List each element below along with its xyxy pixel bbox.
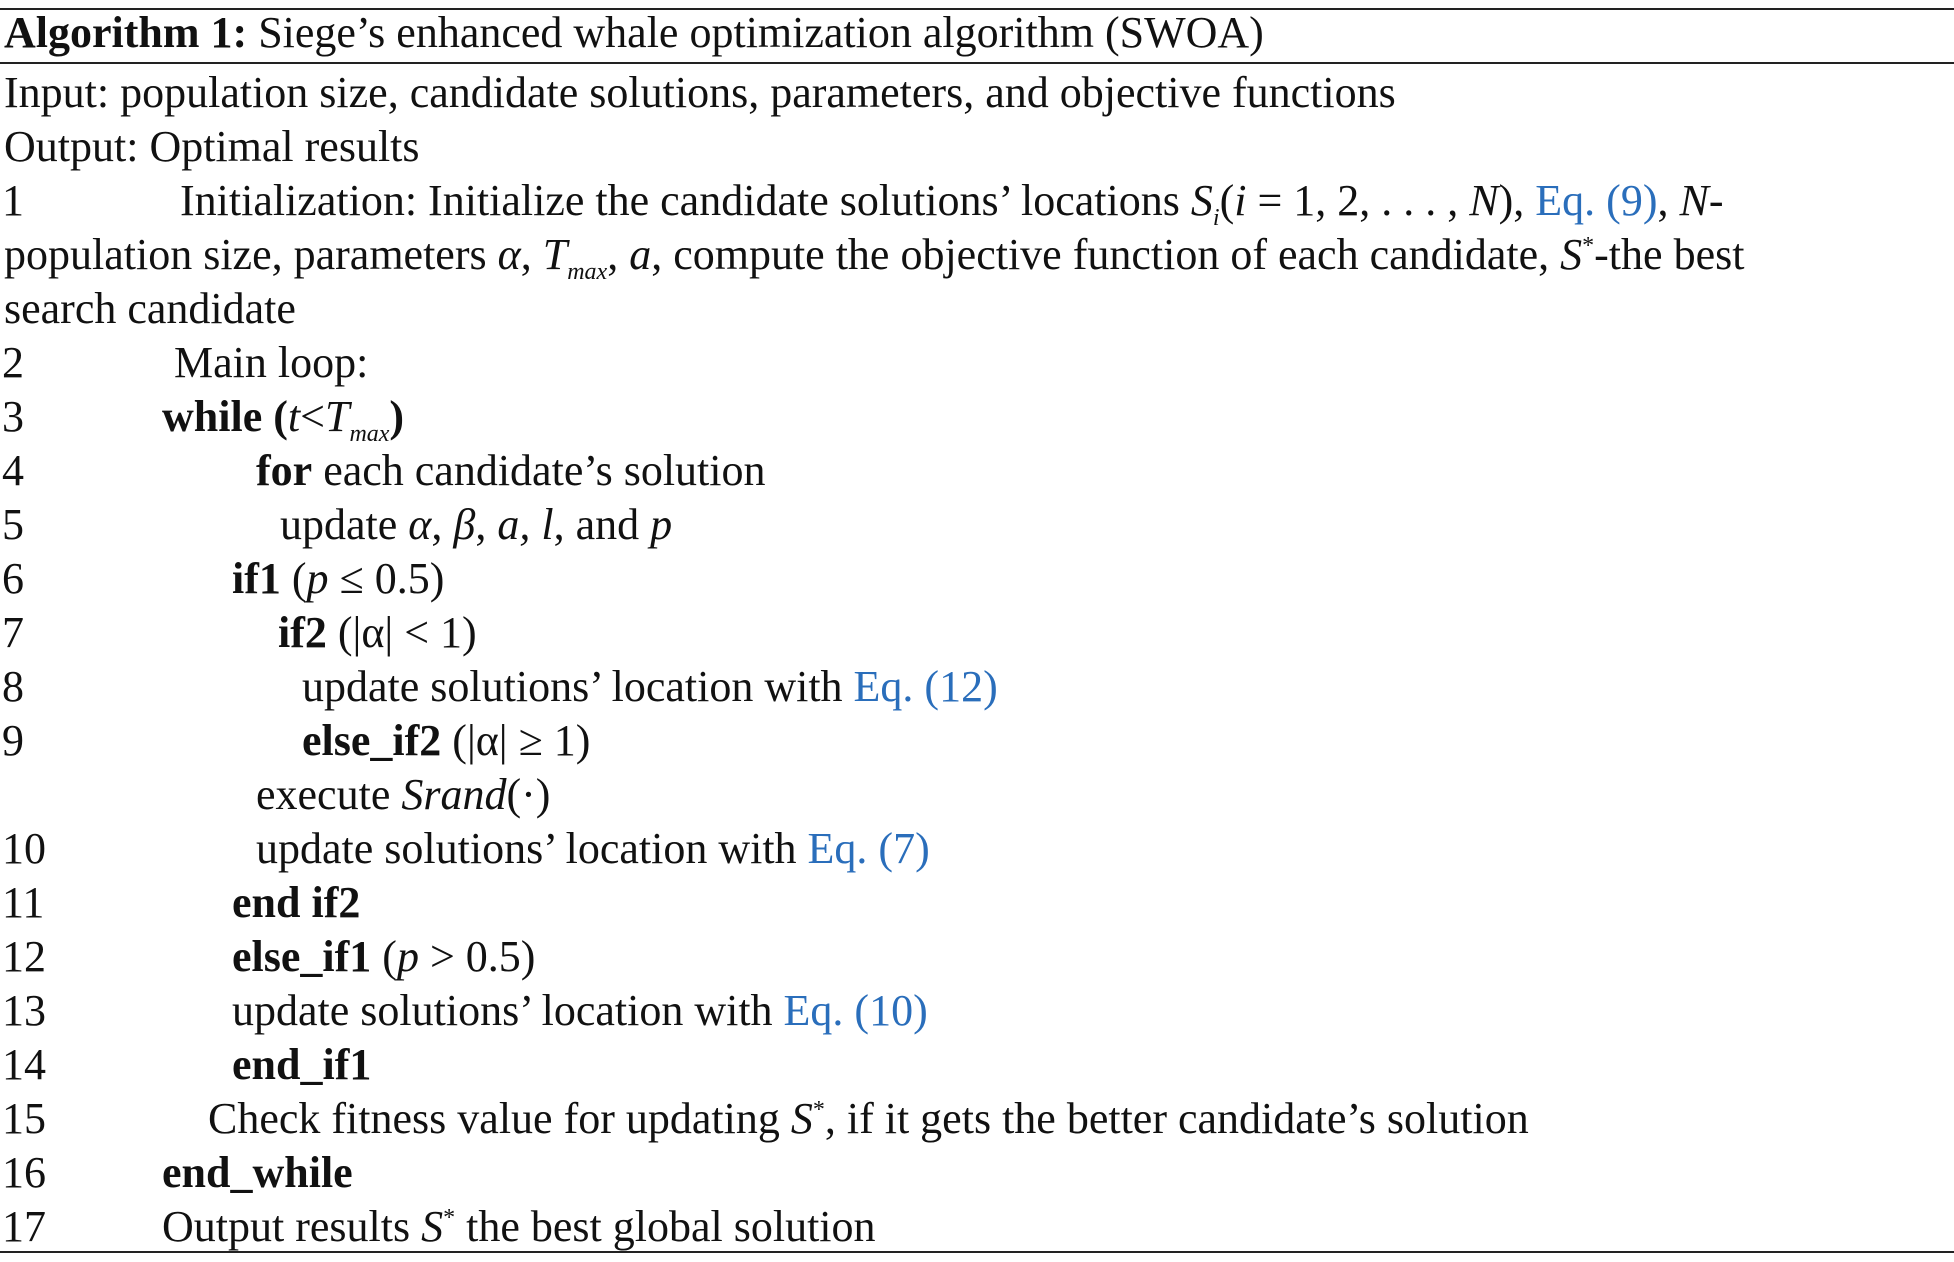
check-rest-text: , if it gets the better candidate’s solution [824, 1094, 1529, 1143]
output-results-text: Output results [162, 1202, 422, 1251]
output-line: Output: Optimal results [4, 122, 420, 171]
eq-10-link[interactable]: Eq. (10) [783, 986, 928, 1035]
check-text: Check fitness value for updating [208, 1094, 791, 1143]
keyword-end-if1: end_if1 [232, 1040, 372, 1089]
keyword-else-if2: else_if2 [302, 716, 442, 765]
algorithm-title [4, 6, 1264, 60]
step-number: 11 [2, 878, 45, 927]
comma: , [520, 230, 532, 279]
step-number: 2 [2, 338, 24, 387]
update-text: update solutions’ location with [232, 986, 784, 1035]
paren-close: ), [1498, 176, 1525, 225]
step-number: 16 [2, 1148, 46, 1197]
step-1 [0, 174, 1954, 231]
step-number: 7 [2, 608, 24, 657]
var-S-star: S [1560, 230, 1583, 279]
algorithm-label: Algorithm 1: [4, 8, 248, 57]
step-number: 13 [2, 986, 46, 1035]
index-range: = 1, 2, . . . , [1246, 176, 1470, 225]
var-alpha: α [497, 230, 521, 279]
paren-open: ( [262, 392, 288, 441]
var-N-hyphen: N- [1679, 176, 1724, 225]
step-number: 8 [2, 662, 24, 711]
and-word: , and [553, 500, 651, 549]
function-args: (·) [506, 770, 551, 819]
var-S: S [1190, 176, 1213, 225]
step-number: 17 [2, 1202, 46, 1251]
sup-star: * [1582, 233, 1595, 259]
condition: ≤ 0.5) [328, 554, 445, 603]
var-t: t [287, 392, 301, 441]
var-N: N [1469, 176, 1499, 225]
comma: , [475, 500, 498, 549]
var-p: p [306, 554, 329, 603]
step-5-text [280, 498, 672, 552]
step-15-text [208, 1092, 1529, 1153]
keyword-if2: if2 [278, 608, 327, 657]
step-number: 10 [2, 824, 46, 873]
step-3-text [162, 390, 404, 451]
eq-12-link[interactable]: Eq. (12) [853, 662, 998, 711]
srand-function: Srand [401, 770, 507, 819]
step-number: 6 [2, 554, 24, 603]
compute-text: , compute the objective function of each candidate, [651, 230, 1550, 279]
step-number: 9 [2, 716, 24, 765]
step-13-text [232, 984, 928, 1038]
sub-max: max [567, 259, 608, 285]
less-than: < [300, 392, 325, 441]
condition: (|α| ≥ 1) [441, 716, 591, 765]
update-text: update solutions’ location with [302, 662, 854, 711]
step-7-text [278, 606, 477, 660]
var-p: p [396, 932, 419, 981]
step-number: 12 [2, 932, 46, 981]
comma: , [1657, 176, 1669, 225]
condition: > 0.5) [418, 932, 536, 981]
update-word: update [280, 500, 409, 549]
step-9-text [302, 714, 590, 768]
comma: , [431, 500, 454, 549]
for-text: each candidate’s solution [312, 446, 766, 495]
var-S: S [421, 1202, 444, 1251]
step-4-text [256, 444, 766, 498]
step-number: 4 [2, 446, 24, 495]
step-number: 1 [2, 176, 24, 225]
paren-open: ( [371, 932, 397, 981]
global-solution-text: the best global solution [455, 1202, 876, 1251]
step-8-text [302, 660, 998, 714]
var-a: a [629, 230, 652, 279]
condition: (|α| < 1) [326, 608, 477, 657]
step-number: 14 [2, 1040, 46, 1089]
paren-close: ) [389, 392, 405, 441]
step-2-text: Main loop: [174, 338, 369, 387]
step-number: 3 [2, 392, 24, 441]
var-a-l: a, l [497, 500, 554, 549]
keyword-for: for [256, 446, 313, 495]
step-number: 15 [2, 1094, 46, 1143]
sup-star: * [812, 1097, 825, 1123]
step-6-text [232, 552, 444, 606]
var-T: T [542, 230, 568, 279]
eq-7-link[interactable]: Eq. (7) [807, 824, 930, 873]
keyword-if1: if1 [232, 554, 281, 603]
eq-9-link[interactable]: Eq. (9) [1535, 176, 1658, 225]
var-i: i [1234, 176, 1247, 225]
keyword-end-if2: end if2 [232, 878, 361, 927]
sup-star: * [443, 1205, 456, 1231]
execute-word: execute [256, 770, 402, 819]
comma: , [607, 230, 619, 279]
header-rule [0, 62, 1954, 64]
init-text: Initialization: Initialize the candidate solutions’ locations [180, 176, 1180, 225]
step-12-text [232, 930, 535, 984]
update-text: update solutions’ location with [256, 824, 808, 873]
step-1-row-2 [4, 228, 1745, 285]
sub-max: max [349, 421, 390, 447]
algorithm-title-text: Siege’s enhanced whale optimization algorithm (SWOA) [258, 8, 1264, 57]
keyword-else-if1: else_if1 [232, 932, 372, 981]
paren-open: ( [280, 554, 307, 603]
step-number: 5 [2, 500, 24, 549]
bottom-rule [0, 1251, 1954, 1253]
population-text: population size, parameters [4, 230, 487, 279]
step-1-text [180, 174, 1723, 235]
step-10-text [256, 822, 930, 876]
input-line: Input: population size, candidate solutions, parameters, and objective functions [4, 68, 1396, 117]
keyword-while: while [162, 392, 263, 441]
sub-i: i [1212, 205, 1220, 231]
var-p: p [650, 500, 673, 549]
var-alpha: α [408, 500, 432, 549]
step-1-row-3: search candidate [4, 284, 296, 333]
var-beta: β [453, 500, 476, 549]
best-text: -the best [1594, 230, 1745, 279]
keyword-end-while: end_while [162, 1148, 353, 1197]
var-T: T [324, 392, 350, 441]
var-S: S [790, 1094, 813, 1143]
execute-text [256, 768, 550, 822]
paren-open: ( [1219, 176, 1235, 225]
